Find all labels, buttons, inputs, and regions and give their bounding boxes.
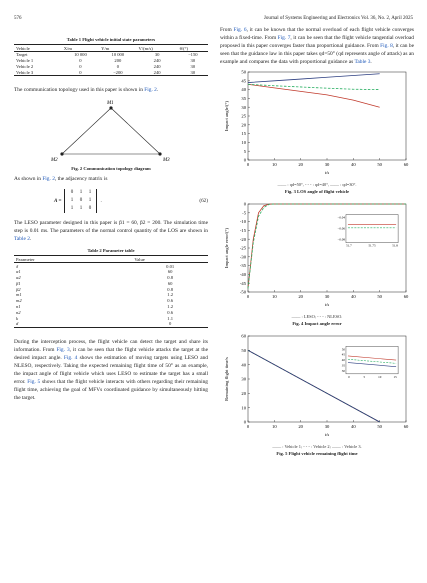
table-cell: 10 000 bbox=[74, 52, 87, 58]
text-run: , the adjacency matrix is bbox=[54, 176, 108, 183]
y-tick-label: 20 bbox=[241, 122, 246, 128]
node-m1 bbox=[109, 107, 112, 110]
text-run: shows that the flight vehicle interacts with others regarding their remaining flight time, achieving the goal of MFVs coordinated guidance by simultaneously hitting the target. bbox=[14, 378, 208, 401]
inset-x-tick-label: 0 bbox=[348, 374, 350, 379]
fig4-plot bbox=[220, 198, 414, 308]
y-axis-label: Impact angle/(°) bbox=[224, 100, 229, 132]
inset-x-tick-label: 51.75 bbox=[368, 243, 376, 248]
y-tick-label: 45 bbox=[241, 78, 246, 84]
legend-item: —— : qd=30°. bbox=[330, 182, 357, 187]
table-cell: 0.6 bbox=[167, 298, 174, 304]
plot-frame bbox=[248, 72, 406, 160]
y-tick-label: 10 bbox=[241, 405, 246, 411]
x-tick-label: 20 bbox=[298, 294, 303, 299]
x-tick-label: 50 bbox=[377, 162, 382, 167]
inset-y-tick-label: 45 bbox=[341, 352, 345, 357]
fig6-link[interactable]: Fig. 6 bbox=[233, 27, 247, 33]
table2-caption: Table 2 Parameter table bbox=[87, 248, 135, 254]
paragraph-topology bbox=[14, 86, 208, 94]
fig4-chart bbox=[220, 198, 414, 326]
table-cell: 0 bbox=[79, 58, 82, 64]
inset-x-tick-label: 10 bbox=[378, 374, 382, 379]
table-cell: 0.01 bbox=[166, 263, 175, 269]
table-cell: 0 bbox=[116, 63, 119, 69]
table-cell: m2 bbox=[16, 298, 22, 304]
table-cell: 240 bbox=[153, 58, 161, 64]
y-tick-label: 15 bbox=[241, 131, 246, 137]
table-cell: 0 bbox=[62, 69, 99, 75]
matrix-cell: 1 bbox=[70, 206, 74, 212]
x-tick-label: 60 bbox=[403, 424, 409, 429]
text-run: The LESO parameter designed in this paper is β1 = 60, β2 = 200. The simulation time step is 0.01 ms. The parameters of the normal control quantity of the LOS are shown in bbox=[14, 220, 208, 235]
table1-caption: Table 1 Flight vehicle initial state parameters bbox=[66, 37, 156, 42]
text-run: During the interception process, the flight vehicle can detect the target and share its information. From bbox=[14, 338, 208, 353]
y-tick-label: -15 bbox=[239, 228, 246, 233]
y-tick-label: 0 bbox=[243, 157, 246, 163]
table2-link[interactable]: Table 2 bbox=[14, 236, 30, 243]
y-tick-label: 30 bbox=[241, 104, 246, 110]
x-tick-label: 0 bbox=[246, 162, 250, 167]
fig4-caption: Fig. 4 Impact angle error bbox=[292, 321, 342, 326]
y-tick-label: 40 bbox=[241, 362, 246, 368]
x-tick-label: 50 bbox=[377, 424, 382, 429]
table-cell: Target bbox=[16, 52, 28, 58]
paragraph-adjacency bbox=[14, 175, 208, 183]
legend-item: - - - : NLESO. bbox=[317, 314, 343, 319]
table-row bbox=[14, 69, 208, 75]
text-run: , it can be seen that the flight vehicle tangential overload proposed in this paper converges faster than proportional guidance. From bbox=[220, 35, 414, 49]
x-tick-label: 30 bbox=[324, 294, 330, 299]
fig2-link[interactable]: Fig. 2 bbox=[144, 87, 157, 94]
legend-item: —— : qd=50°, bbox=[277, 182, 304, 187]
table-cell: m1 bbox=[16, 292, 22, 298]
y-tick-label: 50 bbox=[241, 347, 246, 353]
y-tick-label: 0 bbox=[243, 419, 246, 425]
fig8-link[interactable]: Fig. 8 bbox=[380, 43, 393, 49]
table-cell: −200 bbox=[99, 69, 136, 75]
x-tick-label: 30 bbox=[324, 162, 330, 167]
table-cell: 0.6 bbox=[167, 309, 174, 315]
table-cell: d bbox=[14, 321, 132, 327]
node-label: M2 bbox=[51, 158, 58, 164]
text-run: , it can be seen that the guidance law in this paper takes qd=50° (qd represents angle of attack) as an example and compares the data with proportional guidance as bbox=[220, 43, 414, 65]
inset-y-tick-label: −0.08 bbox=[337, 237, 345, 242]
text-run: , it can be known that the normal overload of each flight vehicle converges within a fixed-time. From bbox=[220, 27, 415, 41]
matrix-cell: 0 bbox=[70, 190, 74, 196]
x-tick-label: 60 bbox=[403, 162, 409, 167]
x-tick-label: 50 bbox=[377, 294, 382, 299]
x-tick-label: 40 bbox=[351, 424, 356, 429]
table1-header: V/(m/s) bbox=[137, 45, 178, 52]
table-cell: α1 bbox=[16, 269, 21, 275]
y-tick-label: -10 bbox=[239, 219, 246, 225]
x-tick-label: 0 bbox=[246, 424, 250, 429]
fig5-plot bbox=[220, 330, 414, 438]
table2-header: Value bbox=[132, 256, 208, 263]
inset-y-tick-label: 30 bbox=[341, 368, 345, 373]
matrix-cell: 1 bbox=[79, 206, 83, 212]
table-cell: 240 bbox=[137, 69, 178, 75]
equation-62 bbox=[14, 189, 208, 213]
fig2-caption: Fig. 2 Communication topology diagram bbox=[71, 166, 151, 172]
x-tick-label: 20 bbox=[298, 424, 303, 429]
y-tick-label: 10 bbox=[241, 140, 246, 145]
x-tick-label: 60 bbox=[403, 294, 409, 299]
table-cell: 0.8 bbox=[167, 275, 174, 281]
legend-item: - - - : Vehicle 2; bbox=[303, 444, 331, 449]
y-tick-label: -35 bbox=[239, 263, 246, 269]
table-cell: 1.2 bbox=[167, 303, 174, 309]
inset-frame bbox=[346, 346, 398, 374]
matrix-cell: 0 bbox=[79, 198, 83, 204]
fig5-legend bbox=[220, 444, 414, 449]
table-cell: 1.1 bbox=[167, 315, 174, 321]
text-run: . bbox=[156, 87, 159, 94]
node-label: M1 bbox=[107, 101, 114, 107]
table1-header: X/m bbox=[62, 45, 99, 52]
fig3-caption: Fig. 3 LOS angle of flight vehicle bbox=[284, 189, 350, 194]
inset-x-tick-label: 51.8 bbox=[392, 243, 398, 248]
inset-y-tick-label: 35 bbox=[341, 363, 345, 368]
inset-x-tick-label: 5 bbox=[363, 374, 366, 379]
x-tick-label: 10 bbox=[272, 162, 277, 167]
table-row bbox=[14, 321, 208, 327]
table-cell: 240 bbox=[153, 63, 161, 69]
table-cell: δ bbox=[16, 263, 19, 269]
fig5-chart bbox=[220, 330, 414, 456]
table-cell: 30 bbox=[178, 69, 208, 75]
y-tick-label: -30 bbox=[239, 254, 246, 260]
text-run: As shown in bbox=[14, 176, 43, 183]
journal-header: Journal of Systems Engineering and Electronics Vol. 36, No. 2, April 2025 bbox=[263, 16, 413, 21]
text-run: . bbox=[370, 59, 372, 65]
table2-header: Parameter bbox=[14, 256, 132, 263]
y-axis-label: Remaining flight time/s bbox=[224, 357, 229, 401]
eq-lhs: A = bbox=[54, 198, 62, 205]
y-tick-label: 50 bbox=[241, 69, 246, 75]
node-label: M3 bbox=[163, 158, 170, 164]
fig3-chart bbox=[220, 66, 414, 194]
right-column bbox=[220, 26, 414, 458]
y-tick-label: -45 bbox=[239, 280, 246, 286]
table-cell: n1 bbox=[16, 303, 21, 309]
legend-item: - - - : qd=40°, bbox=[304, 182, 330, 187]
text-run: , it can be seen that the flight vehicle attacks the target at the desired impact angle. bbox=[14, 346, 208, 361]
y-tick-label: -20 bbox=[239, 236, 246, 242]
x-tick-label: 40 bbox=[351, 294, 356, 299]
table-cell: −150 bbox=[188, 52, 198, 58]
equation-number: (62) bbox=[199, 198, 208, 205]
legend-item: —— : Vehicle 1; bbox=[272, 444, 303, 449]
y-tick-label: -40 bbox=[239, 272, 246, 277]
fig4-legend bbox=[220, 314, 414, 319]
matrix-cell: 1 bbox=[79, 190, 83, 196]
x-tick-label: 40 bbox=[351, 162, 356, 167]
matrix-cell: 0 bbox=[88, 206, 92, 212]
x-tick-label: 0 bbox=[246, 294, 250, 299]
y-tick-label: 60 bbox=[241, 333, 246, 339]
table-cell: 1.2 bbox=[167, 292, 174, 298]
y-tick-label: 35 bbox=[241, 96, 246, 101]
topology-diagram bbox=[14, 98, 208, 164]
table-cell: 60 bbox=[167, 280, 173, 286]
inset-frame bbox=[346, 215, 398, 243]
fig3-plot bbox=[220, 66, 414, 176]
table-cell: α2 bbox=[16, 275, 21, 281]
y-tick-label: -5 bbox=[242, 210, 246, 216]
table-cell: Vehicle 3 bbox=[14, 69, 62, 75]
table-cell: Vehicle 1 bbox=[16, 58, 34, 64]
table-cell: 0.8 bbox=[167, 286, 174, 292]
y-tick-label: 30 bbox=[241, 376, 246, 382]
inset-x-tick-label: 51.7 bbox=[346, 243, 352, 248]
paragraph-interception bbox=[14, 338, 208, 402]
paragraph-leso bbox=[14, 219, 208, 243]
y-tick-label: 0 bbox=[243, 201, 246, 207]
inset-y-tick-label: 50 bbox=[341, 347, 345, 352]
fig3-link[interactable]: Fig. 3 bbox=[56, 346, 70, 353]
legend-item: —— : Vehicle 3. bbox=[331, 444, 362, 449]
y-tick-label: 20 bbox=[241, 390, 246, 396]
table-cell: 200 bbox=[114, 58, 122, 64]
matrix-cell: 1 bbox=[70, 198, 74, 204]
inset-x-tick-label: 15 bbox=[393, 374, 397, 379]
node-m3 bbox=[158, 153, 161, 156]
x-tick-label: 20 bbox=[298, 162, 303, 167]
table-cell: 0 bbox=[79, 63, 82, 69]
fig7-link[interactable]: Fig. 7 bbox=[277, 35, 291, 41]
left-column bbox=[14, 35, 208, 402]
y-tick-label: 5 bbox=[243, 148, 246, 154]
fig4-link[interactable]: Fig. 4 bbox=[63, 354, 78, 361]
x-tick-label: 10 bbox=[272, 424, 277, 429]
table1-header: Vehicle bbox=[14, 45, 62, 52]
table1 bbox=[14, 44, 208, 76]
series-line-2 bbox=[248, 74, 380, 83]
text-run: . bbox=[29, 236, 32, 243]
table-cell: 60 bbox=[167, 269, 173, 275]
table-cell: 0 bbox=[132, 321, 208, 327]
adjacency-matrix bbox=[64, 189, 97, 213]
table-cell: 30 bbox=[190, 63, 196, 69]
table-cell: β2 bbox=[16, 286, 21, 292]
inset-y-tick-label: 40 bbox=[341, 358, 345, 363]
x-axis-label: t/s bbox=[324, 432, 330, 437]
x-tick-label: 30 bbox=[324, 424, 330, 429]
table-cell: n2 bbox=[16, 309, 21, 315]
x-tick-label: 10 bbox=[272, 294, 277, 299]
paragraph-overload bbox=[220, 26, 414, 66]
text-run: shows the estimation of moving targets using LESO and NLESO, respectively. Taking the expected remaining flight time of 50° as an example, the impact angle of flight vehicle which uses LESO to estimate the target has a small error. bbox=[14, 354, 208, 385]
x-axis-label: t/s bbox=[324, 302, 330, 307]
table-cell: β1 bbox=[16, 280, 21, 286]
table-cell: k bbox=[16, 315, 19, 321]
inset-y-tick-label: −0.06 bbox=[337, 226, 345, 231]
eq-tail: . bbox=[100, 198, 102, 205]
node-m2 bbox=[60, 153, 63, 156]
text-run: The communication topology used in this paper is shown in bbox=[14, 87, 145, 94]
table-cell: 10 000 bbox=[111, 52, 125, 58]
matrix-cell: 1 bbox=[88, 190, 92, 196]
x-axis-label: t/s bbox=[324, 170, 330, 175]
y-tick-label: -50 bbox=[239, 289, 246, 295]
y-tick-label: 40 bbox=[241, 87, 246, 93]
table-cell: Vehicle 2 bbox=[16, 63, 34, 69]
table1-header: θ/(°) bbox=[178, 45, 208, 52]
table-cell: 30 bbox=[154, 52, 160, 58]
table1-header: Y/m bbox=[99, 45, 136, 52]
y-tick-label: 25 bbox=[241, 113, 246, 119]
matrix-cell: 1 bbox=[88, 198, 92, 204]
inset-y-tick-label: −0.04 bbox=[337, 215, 345, 220]
page-number: 576 bbox=[14, 16, 22, 21]
fig3-legend bbox=[220, 182, 414, 187]
y-tick-label: -25 bbox=[239, 245, 246, 251]
text-run: From bbox=[220, 27, 234, 33]
table2 bbox=[14, 255, 208, 328]
fig5-link[interactable]: Fig. 5 bbox=[27, 378, 41, 385]
table3-link[interactable]: Table 3 bbox=[354, 59, 371, 65]
legend-item: —— : LESO; bbox=[291, 314, 317, 319]
fig2-link[interactable]: Fig. 2 bbox=[42, 176, 55, 183]
y-axis-label: Impact angle error/(°) bbox=[224, 227, 229, 269]
table-cell: 30 bbox=[190, 58, 196, 64]
fig5-caption: Fig. 5 Flight vehicle remaining flight time bbox=[276, 451, 358, 456]
